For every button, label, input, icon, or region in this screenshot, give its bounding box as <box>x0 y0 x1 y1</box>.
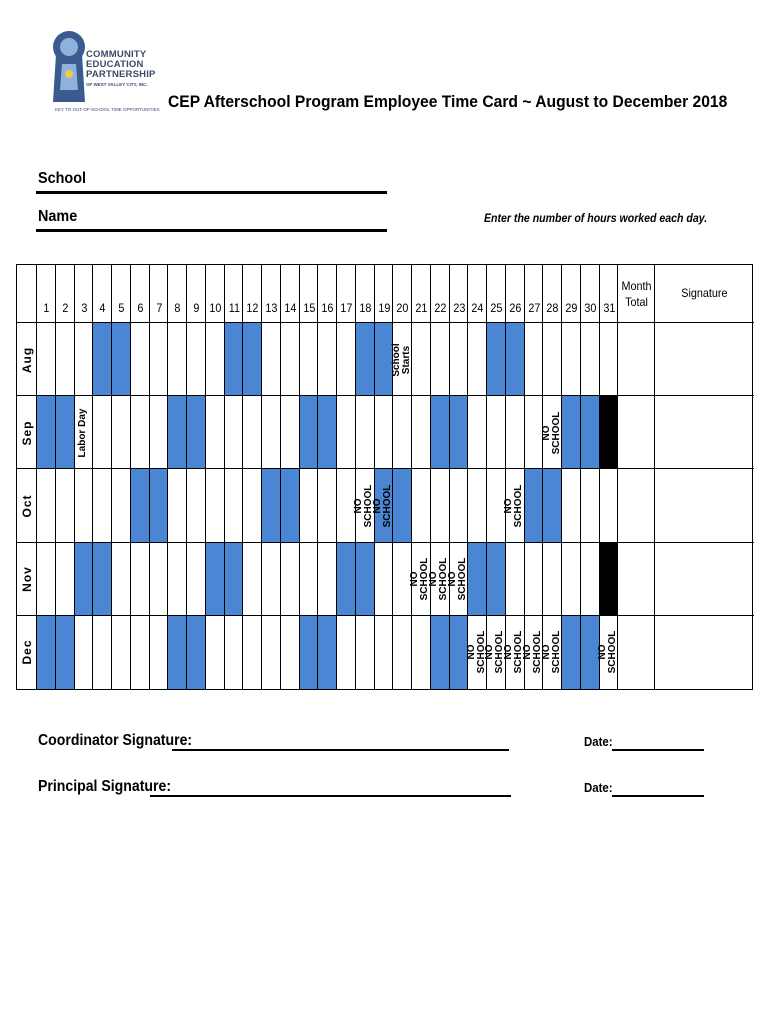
hours-cell[interactable] <box>150 616 169 689</box>
day-number: 7 <box>155 301 162 315</box>
day-number: 6 <box>137 301 144 315</box>
day-number: 10 <box>209 301 222 315</box>
day-note <box>598 617 620 687</box>
hours-cell[interactable] <box>281 396 300 469</box>
hours-cell[interactable] <box>393 396 412 469</box>
hours-cell[interactable] <box>225 396 244 469</box>
day-number: 13 <box>265 301 278 315</box>
day-number: 25 <box>490 301 503 315</box>
day-note-line: NO <box>446 571 458 587</box>
header-day-27 <box>525 265 544 323</box>
logo-org-name: COMMUNITY EDUCATION PARTNERSHIP <box>86 49 156 80</box>
month-cell-nov <box>17 543 37 616</box>
hours-cell[interactable] <box>487 543 506 616</box>
hours-cell[interactable] <box>300 396 319 469</box>
hours-cell[interactable] <box>525 323 544 396</box>
school-label: School <box>38 170 87 187</box>
signature-cell[interactable] <box>655 323 754 396</box>
coordinator-date-field[interactable] <box>612 749 704 751</box>
hours-cell[interactable] <box>562 616 581 689</box>
hours-cell[interactable] <box>543 323 562 396</box>
day-note-line: School <box>390 342 402 377</box>
month-cell-aug <box>17 323 37 396</box>
hours-cell[interactable] <box>375 543 394 616</box>
day-note-line: NO <box>503 498 515 514</box>
hours-cell[interactable] <box>243 469 262 542</box>
hours-cell[interactable] <box>37 323 56 396</box>
hours-cell[interactable] <box>318 323 337 396</box>
header-day-9 <box>187 265 206 323</box>
header-day-28 <box>543 265 562 323</box>
hours-cell[interactable] <box>468 469 487 542</box>
hours-cell[interactable] <box>318 543 337 616</box>
header-day-17 <box>337 265 356 323</box>
hours-cell[interactable] <box>281 323 300 396</box>
hours-cell[interactable] <box>562 543 581 616</box>
day-note <box>504 471 526 541</box>
day-note-line: NO <box>371 498 383 514</box>
keyhole-logo-icon <box>52 30 86 104</box>
hours-cell[interactable] <box>131 323 150 396</box>
hours-cell[interactable] <box>337 396 356 469</box>
day-note-line: SCHOOL <box>456 557 468 601</box>
hours-cell[interactable] <box>131 543 150 616</box>
hours-cell[interactable] <box>375 396 394 469</box>
hours-cell[interactable] <box>300 323 319 396</box>
day-note <box>448 544 470 614</box>
hours-cell[interactable] <box>281 469 300 542</box>
hours-cell <box>600 543 619 616</box>
hours-cell[interactable] <box>187 616 206 689</box>
header-day-12 <box>243 265 262 323</box>
hours-cell[interactable] <box>581 469 600 542</box>
hours-cell[interactable] <box>262 469 281 542</box>
day-number: 4 <box>99 301 106 315</box>
principal-date-field[interactable] <box>612 795 704 797</box>
hours-cell[interactable] <box>56 469 75 542</box>
hours-cell[interactable] <box>262 396 281 469</box>
hours-cell[interactable] <box>356 543 375 616</box>
hours-cell[interactable] <box>525 469 544 542</box>
hours-cell[interactable] <box>150 323 169 396</box>
hours-cell[interactable] <box>168 469 187 542</box>
hours-cell[interactable] <box>468 396 487 469</box>
header-day-14 <box>281 265 300 323</box>
day-number: 29 <box>565 301 578 315</box>
hours-cell[interactable] <box>300 616 319 689</box>
day-note-line: SCHOOL <box>419 557 431 601</box>
hours-cell[interactable] <box>506 323 525 396</box>
day-number: 20 <box>396 301 409 315</box>
hours-cell[interactable] <box>187 323 206 396</box>
header-day-22 <box>431 265 450 323</box>
hours-cell[interactable] <box>487 323 506 396</box>
hours-cell[interactable] <box>412 616 431 689</box>
hours-cell[interactable] <box>37 543 56 616</box>
month-total-header <box>618 265 655 323</box>
page-title: CEP Afterschool Program Employee Time Card ~ August to December 2018 <box>168 92 728 111</box>
hours-cell[interactable] <box>581 323 600 396</box>
header-day-16 <box>318 265 337 323</box>
month-cell-oct <box>17 469 37 542</box>
day-note-line: SCHOOL <box>513 631 525 674</box>
day-note-line: NO <box>353 498 365 514</box>
day-note-line: NO <box>465 644 477 660</box>
hours-cell[interactable] <box>225 469 244 542</box>
signature-cell[interactable] <box>655 543 754 616</box>
hours-cell[interactable] <box>281 616 300 689</box>
hours-cell[interactable] <box>206 469 225 542</box>
day-note-line: SCHOOL <box>550 631 562 674</box>
day-note <box>373 471 395 541</box>
month-label: Nov <box>20 566 34 593</box>
day-note-line: NO <box>596 644 608 660</box>
hours-cell[interactable] <box>318 469 337 542</box>
month-label: Oct <box>20 494 34 518</box>
header-day-23 <box>450 265 469 323</box>
header-day-2 <box>56 265 75 323</box>
hours-cell[interactable] <box>131 396 150 469</box>
principal-signature-label: Principal Signature: <box>38 778 172 795</box>
day-number: 12 <box>246 301 259 315</box>
hours-cell[interactable] <box>187 396 206 469</box>
hours-cell[interactable] <box>37 469 56 542</box>
hours-cell[interactable] <box>412 323 431 396</box>
day-number: 16 <box>321 301 334 315</box>
hours-cell[interactable] <box>262 323 281 396</box>
hours-cell[interactable] <box>206 323 225 396</box>
month-total-label: Total <box>625 295 649 309</box>
day-number: 26 <box>509 301 522 315</box>
header-day-10 <box>206 265 225 323</box>
hours-cell[interactable] <box>543 469 562 542</box>
hours-cell[interactable] <box>562 469 581 542</box>
coordinator-signature-label: Coordinator Signature: <box>38 732 193 749</box>
hours-cell[interactable] <box>206 396 225 469</box>
month-total-cell[interactable] <box>618 323 655 396</box>
day-note-line: NO <box>409 571 421 587</box>
hours-cell[interactable] <box>131 469 150 542</box>
hours-cell[interactable] <box>112 616 131 689</box>
hours-cell[interactable] <box>187 469 206 542</box>
hours-cell[interactable] <box>337 543 356 616</box>
day-note-line: SCHOOL <box>494 631 506 674</box>
hours-cell[interactable] <box>56 323 75 396</box>
hours-cell[interactable] <box>412 396 431 469</box>
day-number: 14 <box>284 301 297 315</box>
day-note-line: SCHOOL <box>531 631 543 674</box>
hours-cell[interactable] <box>168 543 187 616</box>
hours-cell[interactable] <box>75 469 94 542</box>
day-number: 27 <box>527 301 540 315</box>
day-note-line: Labor Day <box>76 408 88 458</box>
header-day-26 <box>506 265 525 323</box>
day-number: 15 <box>302 301 315 315</box>
header-day-8 <box>168 265 187 323</box>
day-note <box>78 398 90 468</box>
instruction-text: Enter the number of hours worked each day. <box>484 211 708 225</box>
name-label: Name <box>38 208 78 225</box>
hours-cell[interactable] <box>262 616 281 689</box>
header-day-15 <box>300 265 319 323</box>
day-note-line: SCHOOL <box>513 484 525 528</box>
hours-cell[interactable] <box>37 616 56 689</box>
signature-cell[interactable] <box>655 469 754 542</box>
month-cell-sep <box>17 396 37 469</box>
hours-cell[interactable] <box>243 323 262 396</box>
hours-cell[interactable] <box>450 396 469 469</box>
hours-cell[interactable] <box>131 616 150 689</box>
month-total-label: Month <box>621 279 652 293</box>
month-total-cell[interactable] <box>618 396 655 469</box>
hours-cell[interactable] <box>112 323 131 396</box>
hours-cell[interactable] <box>56 543 75 616</box>
day-note-line: NO <box>540 644 552 660</box>
day-number: 19 <box>377 301 390 315</box>
hours-cell[interactable] <box>393 469 412 542</box>
hours-cell[interactable] <box>187 543 206 616</box>
header-day-20 <box>393 265 412 323</box>
day-number: 28 <box>546 301 559 315</box>
hours-cell[interactable] <box>93 616 112 689</box>
hours-cell[interactable] <box>225 323 244 396</box>
day-note-line: NO <box>503 644 515 660</box>
hours-cell[interactable] <box>431 396 450 469</box>
hours-cell[interactable] <box>356 396 375 469</box>
hours-cell[interactable] <box>431 323 450 396</box>
hours-cell <box>600 396 619 469</box>
day-note-line: NO <box>521 644 533 660</box>
day-note-line: SCHOOL <box>550 411 562 455</box>
hours-cell[interactable] <box>150 543 169 616</box>
hours-cell[interactable] <box>581 543 600 616</box>
day-number: 17 <box>340 301 353 315</box>
day-note-line: SCHOOL <box>606 631 618 674</box>
day-number: 22 <box>434 301 447 315</box>
logo-tagline: KEY TO OUT-OF-SCHOOL TIME OPPORTUNITIES <box>55 107 160 112</box>
hours-cell[interactable] <box>206 616 225 689</box>
hours-cell[interactable] <box>56 396 75 469</box>
day-note-line: SCHOOL <box>363 484 375 528</box>
day-note-line: NO <box>428 571 440 587</box>
hours-cell[interactable] <box>375 616 394 689</box>
hours-cell[interactable] <box>356 323 375 396</box>
day-note-line: NO <box>484 644 496 660</box>
header-day-25 <box>487 265 506 323</box>
header-day-29 <box>562 265 581 323</box>
hours-cell[interactable] <box>337 616 356 689</box>
hours-cell[interactable] <box>93 396 112 469</box>
day-number: 31 <box>602 301 615 315</box>
hours-cell[interactable] <box>243 616 262 689</box>
day-note-line: Starts <box>400 345 412 374</box>
hours-cell[interactable] <box>112 543 131 616</box>
hours-cell[interactable] <box>318 396 337 469</box>
signature-cell[interactable] <box>655 616 754 689</box>
header-day-19 <box>375 265 394 323</box>
header-day-13 <box>262 265 281 323</box>
signature-cell[interactable] <box>655 396 754 469</box>
day-number: 18 <box>359 301 372 315</box>
header-day-24 <box>468 265 487 323</box>
header-day-1 <box>37 265 56 323</box>
hours-cell[interactable] <box>581 396 600 469</box>
hours-cell[interactable] <box>506 543 525 616</box>
hours-cell[interactable] <box>206 543 225 616</box>
month-total-cell[interactable] <box>618 469 655 542</box>
hours-cell[interactable] <box>168 323 187 396</box>
hours-cell[interactable] <box>525 543 544 616</box>
day-note-line: SCHOOL <box>381 484 393 528</box>
day-number: 30 <box>584 301 597 315</box>
principal-date-label: Date: <box>584 780 613 795</box>
month-label: Aug <box>20 346 34 373</box>
month-label: Sep <box>20 420 34 446</box>
day-number: 8 <box>174 301 181 315</box>
hours-cell[interactable] <box>450 469 469 542</box>
signature-header-label: Signature <box>681 286 728 300</box>
hours-cell[interactable] <box>225 616 244 689</box>
hours-cell[interactable] <box>300 469 319 542</box>
month-cell-dec <box>17 616 37 689</box>
day-number: 21 <box>415 301 428 315</box>
hours-cell[interactable] <box>487 396 506 469</box>
hours-cell[interactable] <box>543 543 562 616</box>
day-note <box>392 325 414 395</box>
hours-cell[interactable] <box>243 396 262 469</box>
hours-cell[interactable] <box>37 396 56 469</box>
header-day-7 <box>150 265 169 323</box>
hours-cell[interactable] <box>112 469 131 542</box>
hours-cell[interactable] <box>506 396 525 469</box>
header-day-21 <box>412 265 431 323</box>
hours-cell[interactable] <box>562 396 581 469</box>
principal-signature-field[interactable] <box>150 795 511 797</box>
hours-cell[interactable] <box>431 616 450 689</box>
hours-cell[interactable] <box>337 323 356 396</box>
signature-header <box>655 265 754 323</box>
hours-cell[interactable] <box>75 543 94 616</box>
time-card-table <box>16 264 753 690</box>
month-label: Dec <box>20 639 34 665</box>
hours-cell[interactable] <box>393 616 412 689</box>
hours-cell[interactable] <box>56 616 75 689</box>
day-note <box>542 398 564 468</box>
hours-cell[interactable] <box>281 543 300 616</box>
month-total-cell[interactable] <box>618 616 655 689</box>
hours-cell[interactable] <box>93 323 112 396</box>
header-day-3 <box>75 265 94 323</box>
hours-cell[interactable] <box>112 396 131 469</box>
day-note-line: SCHOOL <box>475 631 487 674</box>
coordinator-date-label: Date: <box>584 734 613 749</box>
day-number: 2 <box>62 301 69 315</box>
hours-cell[interactable] <box>562 323 581 396</box>
header-day-6 <box>131 265 150 323</box>
logo-org-sub: OF WEST VALLEY CITY, INC. <box>86 82 148 87</box>
header-day-11 <box>225 265 244 323</box>
hours-cell[interactable] <box>75 616 94 689</box>
hours-cell[interactable] <box>300 543 319 616</box>
cep-logo <box>52 30 170 120</box>
hours-cell[interactable] <box>168 616 187 689</box>
hours-cell[interactable] <box>318 616 337 689</box>
hours-cell[interactable] <box>150 469 169 542</box>
hours-cell[interactable] <box>468 323 487 396</box>
name-field[interactable] <box>36 229 387 232</box>
hours-cell[interactable] <box>93 543 112 616</box>
day-number: 5 <box>118 301 125 315</box>
header-day-31 <box>600 265 619 323</box>
day-note <box>542 617 564 687</box>
day-number: 9 <box>193 301 200 315</box>
hours-cell[interactable] <box>168 396 187 469</box>
month-total-cell[interactable] <box>618 543 655 616</box>
header-day-5 <box>112 265 131 323</box>
hours-cell[interactable] <box>356 616 375 689</box>
hours-cell[interactable] <box>431 469 450 542</box>
day-number: 24 <box>471 301 484 315</box>
day-number: 3 <box>80 301 87 315</box>
day-note-line: NO <box>540 425 552 441</box>
hours-cell[interactable] <box>600 469 619 542</box>
header-day-4 <box>93 265 112 323</box>
hours-cell[interactable] <box>150 396 169 469</box>
header-day-30 <box>581 265 600 323</box>
hours-cell[interactable] <box>450 323 469 396</box>
hours-cell[interactable] <box>262 543 281 616</box>
hours-cell[interactable] <box>468 543 487 616</box>
day-number: 23 <box>452 301 465 315</box>
hours-cell[interactable] <box>75 323 94 396</box>
hours-cell[interactable] <box>243 543 262 616</box>
hours-cell[interactable] <box>412 469 431 542</box>
day-number: 11 <box>228 301 240 315</box>
hours-cell[interactable] <box>225 543 244 616</box>
school-field[interactable] <box>36 191 387 194</box>
hours-cell[interactable] <box>600 323 619 396</box>
header-day-18 <box>356 265 375 323</box>
coordinator-signature-field[interactable] <box>172 749 509 751</box>
hours-cell[interactable] <box>93 469 112 542</box>
header-corner <box>17 265 37 323</box>
day-number: 1 <box>43 301 50 315</box>
day-note-line: SCHOOL <box>438 557 450 601</box>
